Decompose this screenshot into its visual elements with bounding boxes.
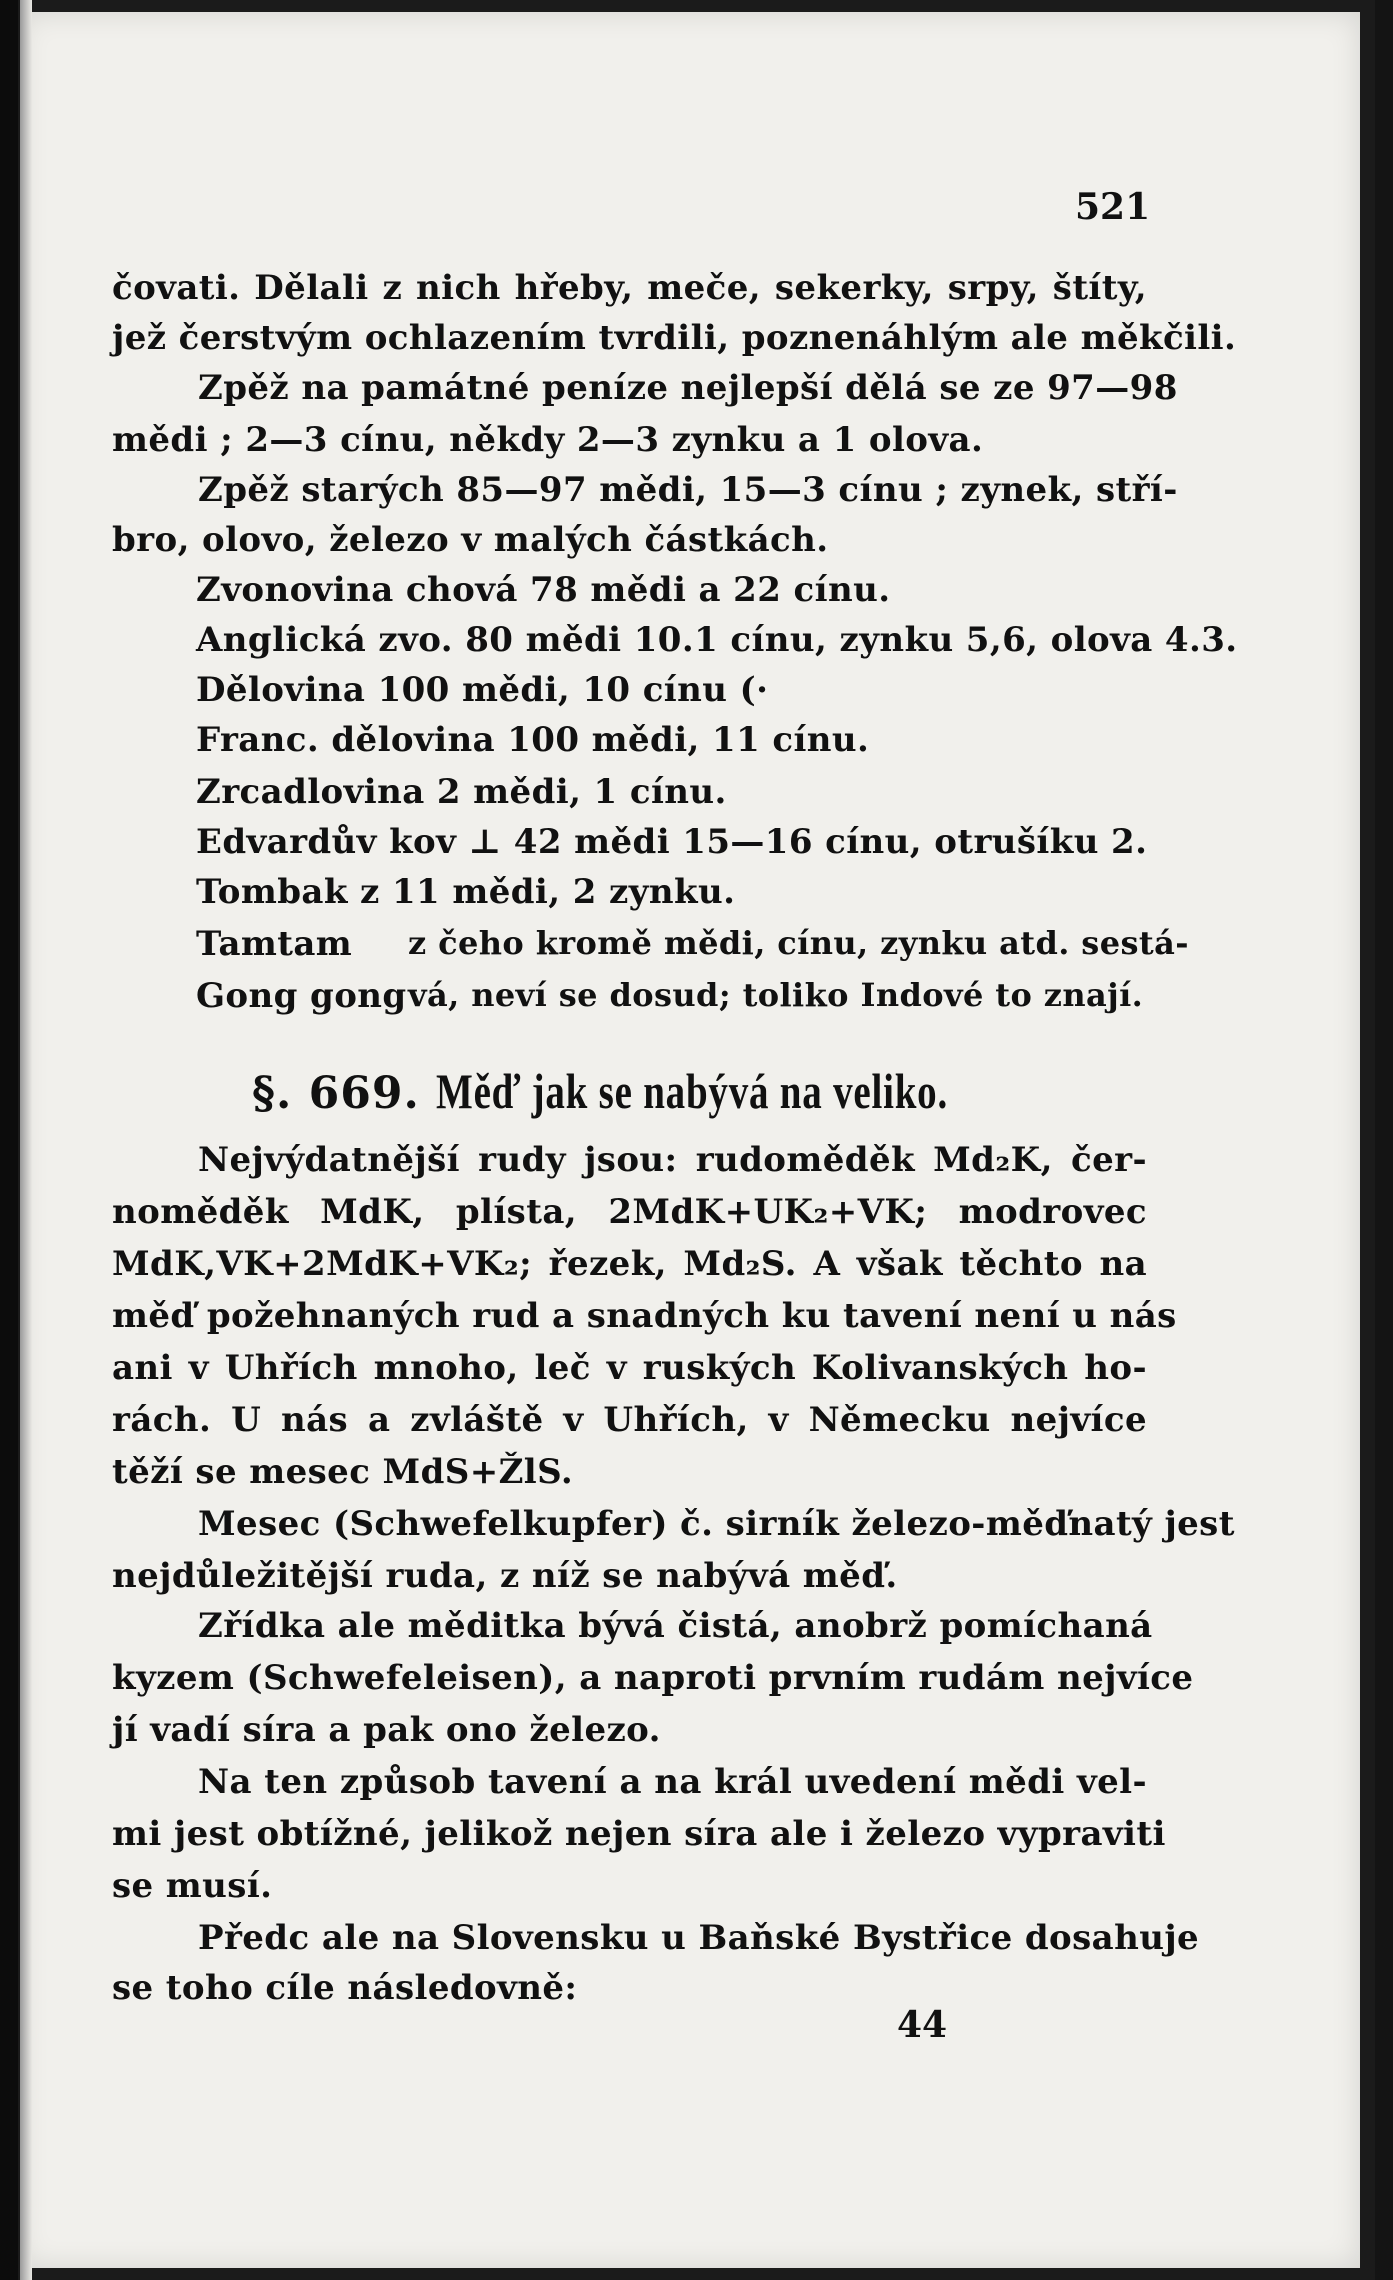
text-line: měď požehnaných rud a snadných ku tavení není u nás (112, 1296, 1177, 1336)
text-line: Mesec (Schwefelkupfer) č. sirník železo-měďnatý jest (198, 1504, 1235, 1544)
text-line: kyzem (Schwefeleisen), a naproti prvním rudám nejvíce (112, 1658, 1194, 1698)
page-gutter (20, 0, 32, 2280)
text-line: Edvardův kov ⊥ 42 mědi 15—16 cínu, otrušíku 2. (196, 822, 1148, 862)
text-line: MdK,VK+2MdK+VK₂; řezek, Md₂S. A však těchto na (112, 1244, 1147, 1284)
tamtam-desc-line: vá, neví se dosud; toliko Indové to znají. (408, 976, 1144, 1014)
signature-mark: 44 (897, 2004, 948, 2046)
text-line: Zvonovina chová 78 mědi a 22 cínu. (196, 570, 891, 610)
text-line: se toho cíle následovně: (112, 1968, 578, 2008)
text-line: se musí. (112, 1866, 273, 1906)
text-line: Dělovina 100 mědi, 10 cínu (· (196, 670, 769, 710)
tamtam-label: Tamtam (196, 924, 353, 964)
text-line: jež čerstvým ochlazením tvrdili, poznenáhlým ale měkčili. (112, 318, 1237, 358)
page-number: 521 (1075, 186, 1151, 228)
section-heading (252, 1062, 1093, 1120)
text-line: rách. U nás a zvláště v Uhřích, v Německu nejvíce (112, 1400, 1147, 1440)
text-line: bro, olovo, železo v malých částkách. (112, 520, 829, 560)
text-line: nejdůležitější ruda, z níž se nabývá měď. (112, 1556, 898, 1596)
text-line: Zpěž starých 85—97 mědi, 15—3 cínu ; zynek, stří- (198, 470, 1178, 510)
text-line: mědi ; 2—3 cínu, někdy 2—3 zynku a 1 olova. (112, 420, 984, 460)
text-line: Na ten způsob tavení a na král uvedení mědi vel- (198, 1762, 1147, 1802)
scan-edge-right (1375, 0, 1393, 2280)
text-line: ani v Uhřích mnoho, leč v ruských Kolivanských ho- (112, 1348, 1147, 1388)
text-line: Zřídka ale měditka bývá čistá, anobrž pomíchaná (198, 1606, 1153, 1646)
text-line: čovati. Dělali z nich hřeby, meče, sekerky, srpy, štíty, (112, 268, 1147, 308)
tamtam-desc-line: z čeho kromě mědi, cínu, zynku atd. sestá- (408, 924, 1189, 962)
text-line: těží se mesec MdS+ŽlS. (112, 1452, 574, 1492)
text-line: noměděk MdK, plísta, 2MdK+UK₂+VK; modrovec (112, 1192, 1147, 1232)
text-line: Předc ale na Slovensku u Baňské Bystřice dosahuje (198, 1918, 1200, 1958)
text-line: Franc. dělovina 100 mědi, 11 cínu. (196, 720, 870, 760)
section-title: Měď jak se nabývá na veliko. (436, 1063, 949, 1119)
gong-label: Gong gong (196, 976, 407, 1016)
text-line: Tombak z 11 mědi, 2 zynku. (196, 872, 736, 912)
text-line: Zrcadlovina 2 mědi, 1 cínu. (196, 772, 727, 812)
text-line: Zpěž na památné peníze nejlepší dělá se ze 97—98 (198, 368, 1178, 408)
text-line: Nejvýdatnější rudy jsou: rudoměděk Md₂K, čer- (198, 1140, 1147, 1180)
section-number: §. 669. (252, 1068, 420, 1119)
text-line: Anglická zvo. 80 mědi 10.1 cínu, zynku 5,6, olova 4.3. (196, 620, 1238, 660)
text-line: mi jest obtížné, jelikož nejen síra ale i železo vypraviti (112, 1814, 1166, 1854)
scan-edge-left (0, 0, 18, 2280)
text-line: jí vadí síra a pak ono železo. (112, 1710, 661, 1750)
